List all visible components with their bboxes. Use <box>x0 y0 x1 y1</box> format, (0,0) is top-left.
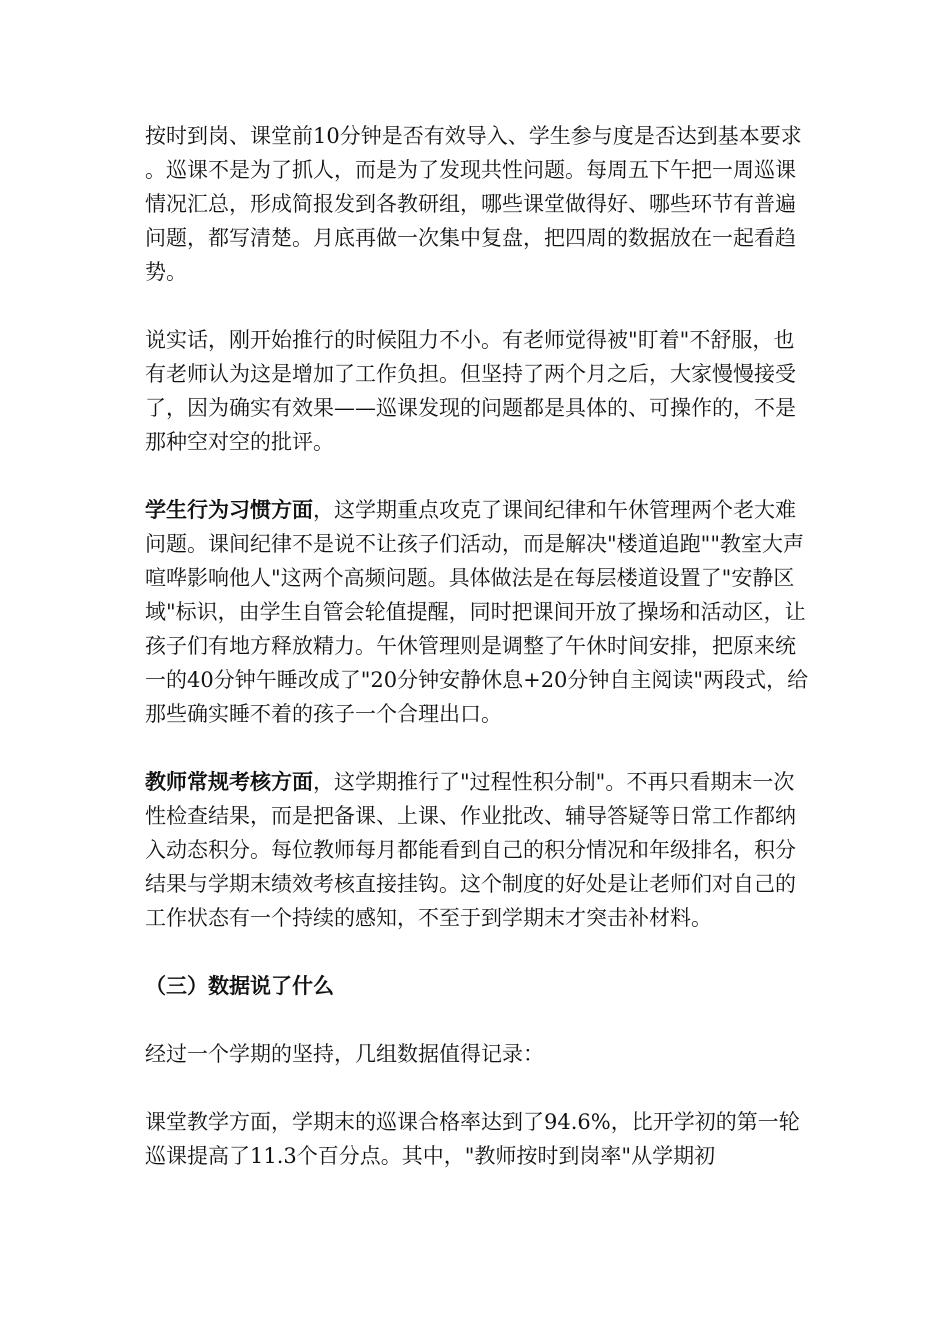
paragraph-class-inspection <box>145 119 810 289</box>
paragraph-data-intro <box>145 1037 810 1071</box>
section-heading: （三）数据说了什么 <box>145 973 334 998</box>
paragraph-classroom-data <box>145 1105 810 1173</box>
paragraph-text: ，这学期重点攻克了课间纪律和午休管理两个老大难问题。课间纪律不是说不让孩子们活动，而是解决"楼道追跑""教室大声喧哗影响他人"这两个高频问题。具体做法是在每层楼道设置了"安静区域"标识，由学生自管会轮值提醒，同时把课间开放了操场和活动区，让孩子们有地方释放精力。午休管理则是调整了午休时间安排，把原来统一的40分钟午睡改成了"20分钟安静休息+20分钟自主阅读"两段式，给那些确实睡不着的孩子一个合理出口。 <box>145 498 809 726</box>
paragraph-student-behavior <box>145 493 810 731</box>
document-page <box>145 119 810 1173</box>
paragraph-resistance <box>145 323 810 459</box>
paragraph-text: 经过一个学期的坚持，几组数据值得记录： <box>145 1042 544 1066</box>
paragraph-teacher-assessment <box>145 765 810 935</box>
paragraph-lead-bold: 教师常规考核方面 <box>145 769 313 794</box>
paragraph-lead-bold: 学生行为习惯方面 <box>145 497 313 522</box>
paragraph-text: 课堂教学方面，学期末的巡课合格率达到了94.6%，比开学初的第一轮巡课提高了11.3个百分点。其中，"教师按时到岗率"从学期初 <box>145 1110 800 1168</box>
paragraph-text: 按时到岗、课堂前10分钟是否有效导入、学生参与度是否达到基本要求。巡课不是为了抓人，而是为了发现共性问题。每周五下午把一周巡课情况汇总，形成简报发到各教研组，哪些课堂做得好、哪些环节有普遍问题，都写清楚。月底再做一次集中复盘，把四周的数据放在一起看趋势。 <box>145 124 802 284</box>
paragraph-text: ，这学期推行了"过程性积分制"。不再只看期末一次性检查结果，而是把备课、上课、作业批改、辅导答疑等日常工作都纳入动态积分。每位教师每月都能看到自己的积分情况和年级排名，积分结果与学期末绩效考核直接挂钩。这个制度的好处是让老师们对自己的工作状态有一个持续的感知，不至于到学期末才突击补材料。 <box>145 770 796 930</box>
paragraph-text: 说实话，刚开始推行的时候阻力不小。有老师觉得被"盯着"不舒服，也有老师认为这是增加了工作负担。但坚持了两个月之后，大家慢慢接受了，因为确实有效果——巡课发现的问题都是具体的、可操作的，不是那种空对空的批评。 <box>145 328 796 454</box>
